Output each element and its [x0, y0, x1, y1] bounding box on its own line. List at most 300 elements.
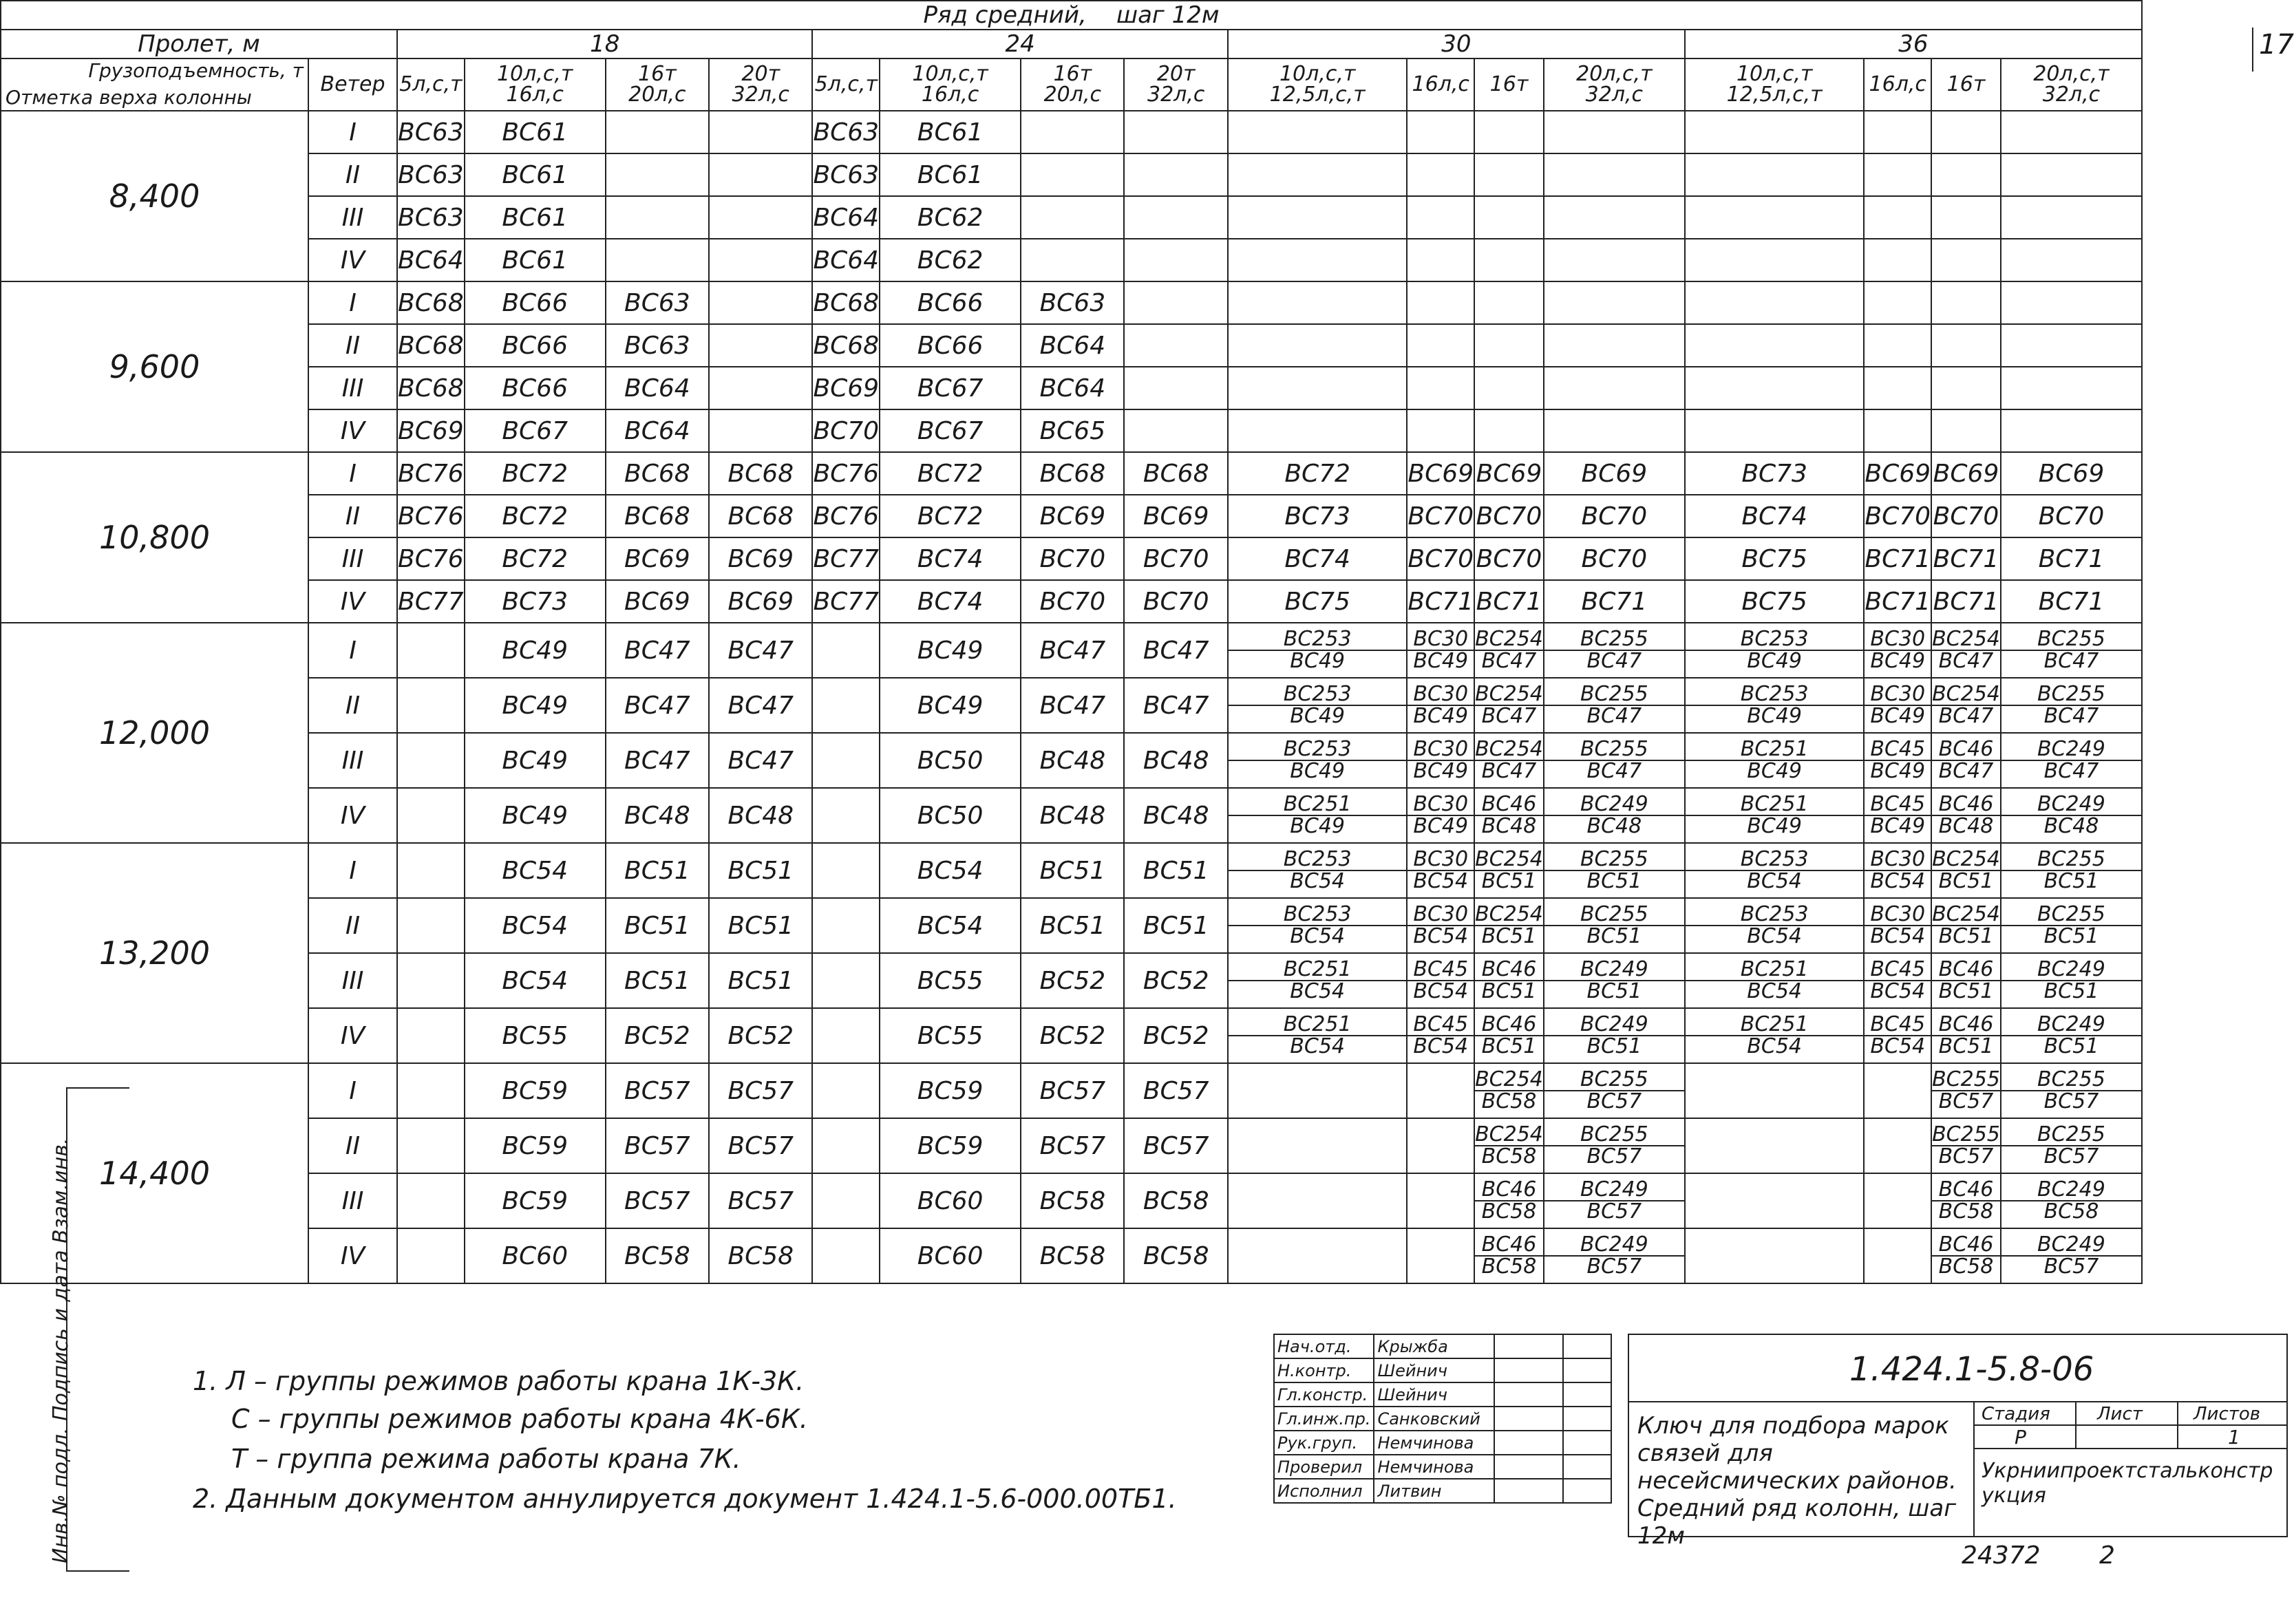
brace-mark-cell — [709, 111, 812, 153]
brace-mark-cell: ВС75 — [1685, 537, 1865, 580]
brace-mark-cell: ВС55 — [465, 1008, 606, 1063]
brace-mark-cell — [1931, 196, 2001, 239]
brace-mark-cell: ВС68 — [397, 324, 465, 367]
brace-mark-cell: ВС255 ВС47 — [1544, 678, 1685, 733]
signature-role: Исполнил — [1274, 1479, 1374, 1503]
brace-mark-cell: ВС52 — [1021, 953, 1124, 1008]
brace-mark-cell: ВС71 — [1407, 580, 1474, 623]
brace-mark-cell: ВС255 ВС57 — [1544, 1063, 1685, 1118]
brace-mark-cell — [606, 153, 709, 196]
brace-mark-cell — [397, 1228, 465, 1283]
brace-mark-cell: ВС47 — [1124, 623, 1227, 678]
signature-role: Гл.инж.пр. — [1274, 1407, 1374, 1431]
brace-mark-cell — [1228, 1118, 1408, 1173]
brace-mark-cell: ВС73 — [465, 580, 606, 623]
brace-mark-cell: ВС52 — [1124, 953, 1227, 1008]
wind-region-cell: III — [308, 733, 397, 788]
brace-mark-cell: ВС30 ВС54 — [1407, 898, 1474, 953]
brace-mark-cell: ВС65 — [1021, 409, 1124, 452]
brace-mark-cell: ВС48 — [606, 788, 709, 843]
wind-region-cell: III — [308, 1173, 397, 1228]
capacity-column-header: 5л,с,т — [812, 58, 880, 111]
brace-mark-cell: ВС46 ВС47 — [1931, 733, 2001, 788]
brace-mark-cell — [1228, 324, 1408, 367]
table-row — [1, 953, 2142, 1008]
brace-mark-cell: ВС249 ВС51 — [2001, 953, 2142, 1008]
brace-mark-cell: ВС30 ВС49 — [1407, 623, 1474, 678]
signature-name: Крыжба — [1374, 1334, 1494, 1358]
brace-mark-cell: ВС254 ВС47 — [1474, 623, 1544, 678]
signature-role: Н.контр. — [1274, 1358, 1374, 1382]
signature-role: Проверил — [1274, 1455, 1374, 1479]
brace-mark-cell: ВС51 — [1124, 843, 1227, 898]
brace-mark-cell — [1864, 196, 1931, 239]
note-1c: Т – группа режима работы крана 7К. — [231, 1444, 741, 1474]
brace-mark-cell — [2001, 324, 2142, 367]
brace-mark-cell: ВС58 — [1021, 1173, 1124, 1228]
brace-mark-cell: ВС51 — [1124, 898, 1227, 953]
brace-mark-cell: ВС57 — [1021, 1063, 1124, 1118]
brace-mark-cell: ВС253 ВС54 — [1685, 843, 1865, 898]
brace-mark-cell: ВС76 — [812, 495, 880, 537]
brace-mark-cell — [1407, 196, 1474, 239]
brace-mark-cell: ВС48 — [1021, 788, 1124, 843]
elevation-cell: 14,400 — [1, 1063, 308, 1283]
brace-mark-cell: ВС251 ВС49 — [1228, 788, 1408, 843]
wind-region-cell: IV — [308, 239, 397, 281]
signature-mark — [1494, 1431, 1563, 1455]
brace-mark-cell: ВС71 — [1864, 537, 1931, 580]
brace-mark-cell — [1864, 281, 1931, 324]
brace-mark-cell: ВС62 — [880, 239, 1021, 281]
brace-mark-cell: ВС67 — [880, 367, 1021, 409]
table-row — [1, 196, 2142, 239]
brace-mark-cell: ВС70 — [1124, 537, 1227, 580]
brace-mark-cell: ВС60 — [465, 1228, 606, 1283]
wind-region-cell: III — [308, 367, 397, 409]
brace-mark-cell: ВС45 ВС54 — [1407, 953, 1474, 1008]
table-row — [1, 1173, 2142, 1228]
brace-mark-cell — [1864, 367, 1931, 409]
brace-mark-cell: ВС59 — [465, 1118, 606, 1173]
brace-mark-cell: ВС47 — [709, 623, 812, 678]
brace-mark-cell — [812, 953, 880, 1008]
brace-mark-cell — [397, 623, 465, 678]
brace-mark-cell — [1544, 409, 1685, 452]
brace-mark-cell: ВС254 ВС51 — [1474, 843, 1544, 898]
brace-mark-cell: ВС254 ВС47 — [1474, 678, 1544, 733]
signature-mark — [1494, 1358, 1563, 1382]
brace-mark-cell: ВС68 — [397, 281, 465, 324]
capacity-column-header: 16т — [1474, 58, 1544, 111]
brace-mark-cell: ВС74 — [880, 537, 1021, 580]
brace-mark-cell: ВС69 — [606, 537, 709, 580]
elevation-cell: 9,600 — [1, 281, 308, 452]
capacity-column-header: 10л,с,т 12,5л,с,т — [1685, 58, 1865, 111]
note-2: 2. Данным документом аннулируется документ 1.424.1-5.6-000.00ТБ1. — [193, 1484, 1177, 1514]
capacity-column-header: 5л,с,т — [397, 58, 465, 111]
brace-mark-cell — [709, 153, 812, 196]
brace-mark-cell: ВС251 ВС54 — [1685, 953, 1865, 1008]
brace-mark-cell: ВС72 — [880, 452, 1021, 495]
brace-mark-cell — [1407, 324, 1474, 367]
brace-mark-cell: ВС54 — [465, 953, 606, 1008]
wind-region-cell: III — [308, 953, 397, 1008]
brace-mark-cell — [1407, 409, 1474, 452]
wind-region-cell: I — [308, 1063, 397, 1118]
brace-mark-cell: ВС55 — [880, 1008, 1021, 1063]
brace-mark-cell: ВС249 ВС48 — [1544, 788, 1685, 843]
span-24: 24 — [812, 30, 1227, 58]
signature-date — [1563, 1407, 1611, 1431]
brace-mark-cell: ВС51 — [1021, 843, 1124, 898]
wind-region-cell: II — [308, 1118, 397, 1173]
signature-name: Шейнич — [1374, 1358, 1494, 1382]
table-row — [1, 1063, 2142, 1118]
brace-mark-cell — [1124, 196, 1227, 239]
brace-mark-cell — [1685, 111, 1865, 153]
brace-mark-cell — [1544, 281, 1685, 324]
brace-mark-cell: ВС255 ВС51 — [2001, 843, 2142, 898]
wind-region-cell: I — [308, 281, 397, 324]
table-row — [1, 788, 2142, 843]
wind-region-cell: IV — [308, 580, 397, 623]
wind-region-cell: II — [308, 153, 397, 196]
signature-date — [1563, 1479, 1611, 1503]
elevation-cell: 8,400 — [1, 111, 308, 281]
brace-mark-cell: ВС74 — [1228, 537, 1408, 580]
brace-mark-cell: ВС69 — [1474, 452, 1544, 495]
span-18: 18 — [397, 30, 812, 58]
brace-mark-cell — [812, 1118, 880, 1173]
brace-mark-cell: ВС57 — [709, 1173, 812, 1228]
brace-mark-cell — [1124, 409, 1227, 452]
corner-header — [1, 58, 308, 111]
brace-mark-cell — [812, 788, 880, 843]
brace-mark-cell: ВС70 — [1021, 580, 1124, 623]
wind-region-cell: II — [308, 495, 397, 537]
capacity-column-header: 20л,с,т 32л,с — [2001, 58, 2142, 111]
brace-mark-cell — [812, 1063, 880, 1118]
brace-mark-cell — [397, 678, 465, 733]
brace-mark-cell: ВС249 ВС58 — [2001, 1173, 2142, 1228]
brace-mark-cell: ВС249 ВС48 — [2001, 788, 2142, 843]
capacity-column-header: 20т 32л,с — [709, 58, 812, 111]
table-row — [1, 843, 2142, 898]
brace-mark-cell: ВС255 ВС47 — [1544, 623, 1685, 678]
brace-mark-cell: ВС50 — [880, 788, 1021, 843]
brace-mark-cell — [1931, 324, 2001, 367]
capacity-column-header: 20л,с,т 32л,с — [1544, 58, 1685, 111]
brace-mark-cell — [1474, 196, 1544, 239]
brace-mark-cell: ВС51 — [709, 953, 812, 1008]
brace-mark-cell: ВС59 — [465, 1063, 606, 1118]
brace-mark-cell: ВС253 ВС49 — [1685, 678, 1865, 733]
brace-mark-cell — [397, 788, 465, 843]
brace-mark-cell — [1474, 153, 1544, 196]
elevation-cell: 10,800 — [1, 452, 308, 623]
wind-region-cell: III — [308, 196, 397, 239]
brace-mark-cell — [1685, 409, 1865, 452]
capacity-column-header: 20т 32л,с — [1124, 58, 1227, 111]
sheets-value: 1 — [2228, 1426, 2240, 1449]
elevation-label: Отметка верха колонны — [6, 86, 252, 109]
capacity-column-header: 16л,с — [1864, 58, 1931, 111]
brace-mark-cell: ВС52 — [709, 1008, 812, 1063]
brace-mark-cell — [2001, 153, 2142, 196]
brace-mark-cell: ВС51 — [606, 898, 709, 953]
brace-mark-cell — [812, 898, 880, 953]
brace-mark-cell: ВС253 ВС54 — [1685, 898, 1865, 953]
signature-name: Немчинова — [1374, 1455, 1494, 1479]
brace-mark-cell: ВС51 — [606, 843, 709, 898]
brace-mark-cell — [812, 1228, 880, 1283]
brace-mark-cell — [1931, 239, 2001, 281]
table-row — [1, 678, 2142, 733]
brace-mark-cell — [1544, 153, 1685, 196]
brace-mark-cell: ВС249 ВС57 — [2001, 1228, 2142, 1283]
brace-mark-cell — [1685, 196, 1865, 239]
brace-mark-cell — [2001, 409, 2142, 452]
table-row — [1, 733, 2142, 788]
brace-mark-cell — [1685, 367, 1865, 409]
signature-date — [1563, 1382, 1611, 1407]
brace-mark-cell: ВС70 — [2001, 495, 2142, 537]
signature-mark — [1494, 1382, 1563, 1407]
span-label: Пролет, м — [1, 30, 397, 58]
brace-mark-cell: ВС49 — [465, 678, 606, 733]
signature-role: Нач.отд. — [1274, 1334, 1374, 1358]
brace-mark-cell: ВС45 ВС54 — [1864, 1008, 1931, 1063]
brace-mark-cell — [397, 1173, 465, 1228]
brace-mark-cell: ВС69 — [2001, 452, 2142, 495]
brace-mark-cell — [1685, 281, 1865, 324]
brace-mark-cell — [1544, 324, 1685, 367]
brace-mark-cell: ВС57 — [709, 1118, 812, 1173]
brace-mark-cell — [1685, 1063, 1865, 1118]
brace-mark-cell: ВС48 — [709, 788, 812, 843]
brace-mark-cell — [1685, 239, 1865, 281]
wind-region-cell: I — [308, 843, 397, 898]
brace-mark-cell — [1931, 111, 2001, 153]
brace-mark-cell — [1544, 196, 1685, 239]
brace-mark-cell: ВС66 — [880, 281, 1021, 324]
wind-region-cell: III — [308, 537, 397, 580]
brace-mark-cell — [709, 324, 812, 367]
brace-mark-cell: ВС71 — [1544, 580, 1685, 623]
brace-mark-cell — [1685, 324, 1865, 367]
brace-mark-cell: ВС249 ВС57 — [1544, 1173, 1685, 1228]
brace-mark-cell: ВС68 — [1124, 452, 1227, 495]
brace-mark-cell: ВС253 ВС49 — [1228, 623, 1408, 678]
brace-mark-cell: ВС251 ВС49 — [1685, 788, 1865, 843]
brace-mark-cell: ВС30 ВС54 — [1864, 898, 1931, 953]
brace-mark-cell: ВС69 — [1124, 495, 1227, 537]
brace-mark-cell: ВС51 — [1021, 898, 1124, 953]
brace-mark-cell — [1021, 153, 1124, 196]
brace-mark-cell — [1228, 1063, 1408, 1118]
brace-mark-cell: ВС68 — [709, 495, 812, 537]
brace-mark-cell: ВС61 — [880, 153, 1021, 196]
brace-mark-cell: ВС77 — [812, 537, 880, 580]
brace-mark-cell: ВС70 — [1124, 580, 1227, 623]
table-row — [1, 367, 2142, 409]
brace-mark-cell — [1685, 1118, 1865, 1173]
brace-mark-cell: ВС60 — [880, 1228, 1021, 1283]
brace-mark-cell: ВС58 — [1124, 1228, 1227, 1283]
capacity-column-header: 16т 20л,с — [606, 58, 709, 111]
brace-mark-cell — [812, 623, 880, 678]
brace-mark-cell: ВС253 ВС49 — [1228, 733, 1408, 788]
brace-mark-cell: ВС49 — [465, 788, 606, 843]
brace-mark-cell: ВС63 — [1021, 281, 1124, 324]
signature-name: Немчинова — [1374, 1431, 1494, 1455]
brace-mark-cell: ВС72 — [465, 452, 606, 495]
brace-mark-cell: ВС63 — [397, 196, 465, 239]
brace-mark-cell: ВС64 — [1021, 367, 1124, 409]
brace-mark-cell — [1407, 239, 1474, 281]
brace-mark-cell: ВС67 — [880, 409, 1021, 452]
brace-mark-cell: ВС255 ВС47 — [2001, 623, 2142, 678]
brace-mark-cell — [709, 409, 812, 452]
brace-mark-cell: ВС46 ВС58 — [1931, 1173, 2001, 1228]
wind-region-cell: I — [308, 452, 397, 495]
brace-mark-cell: ВС55 — [880, 953, 1021, 1008]
brace-mark-cell — [709, 367, 812, 409]
brace-mark-cell: ВС46 ВС48 — [1474, 788, 1544, 843]
brace-mark-cell: ВС255 ВС57 — [2001, 1063, 2142, 1118]
format-number: 2 — [2099, 1541, 2115, 1570]
brace-mark-cell: ВС71 — [2001, 537, 2142, 580]
brace-mark-cell: ВС62 — [880, 196, 1021, 239]
brace-mark-cell: ВС64 — [606, 409, 709, 452]
brace-mark-cell: ВС255 ВС57 — [1931, 1118, 2001, 1173]
brace-mark-cell: ВС66 — [465, 324, 606, 367]
capacity-column-header: 10л,с,т 16л,с — [465, 58, 606, 111]
brace-mark-cell: ВС49 — [465, 733, 606, 788]
capacity-column-header: 10л,с,т 16л,с — [880, 58, 1021, 111]
brace-mark-cell — [1021, 239, 1124, 281]
capacity-column-header: 16т 20л,с — [1021, 58, 1124, 111]
brace-mark-cell: ВС68 — [606, 495, 709, 537]
stage-value: Р — [2015, 1426, 2026, 1449]
brace-mark-cell — [1228, 409, 1408, 452]
brace-mark-cell: ВС68 — [812, 324, 880, 367]
brace-mark-cell — [1407, 367, 1474, 409]
brace-mark-cell: ВС59 — [880, 1063, 1021, 1118]
brace-mark-cell: ВС70 — [1407, 495, 1474, 537]
brace-mark-cell: ВС30 ВС49 — [1864, 678, 1931, 733]
brace-mark-cell: ВС76 — [397, 537, 465, 580]
wind-region-cell: II — [308, 898, 397, 953]
brace-mark-cell — [1685, 1228, 1865, 1283]
brace-mark-cell: ВС46 ВС58 — [1931, 1228, 2001, 1283]
brace-mark-cell: ВС46 ВС51 — [1474, 953, 1544, 1008]
signature-date — [1563, 1358, 1611, 1382]
brace-mark-cell: ВС72 — [465, 537, 606, 580]
brace-mark-cell: ВС253 ВС49 — [1228, 678, 1408, 733]
brace-mark-cell: ВС57 — [606, 1173, 709, 1228]
brace-mark-cell: ВС52 — [1124, 1008, 1227, 1063]
brace-mark-cell — [1864, 1173, 1931, 1228]
brace-mark-cell: ВС30 ВС49 — [1407, 788, 1474, 843]
brace-mark-cell: ВС64 — [812, 239, 880, 281]
brace-mark-cell — [1228, 281, 1408, 324]
brace-mark-cell: ВС70 — [812, 409, 880, 452]
wind-region-cell: IV — [308, 1008, 397, 1063]
brace-mark-cell: ВС255 ВС51 — [2001, 898, 2142, 953]
brace-mark-cell: ВС76 — [397, 452, 465, 495]
brace-mark-cell — [397, 733, 465, 788]
brace-mark-cell: ВС72 — [1228, 452, 1408, 495]
brace-mark-cell — [1407, 1118, 1474, 1173]
brace-mark-cell: ВС57 — [606, 1063, 709, 1118]
doc-title: Ключ для подбора марок связей для несейсмических районов. Средний ряд колонн, шаг 12м — [1637, 1412, 1957, 1550]
brace-mark-cell: ВС47 — [1021, 678, 1124, 733]
brace-mark-cell — [606, 111, 709, 153]
brace-mark-cell: ВС49 — [880, 623, 1021, 678]
brace-mark-cell: ВС60 — [880, 1173, 1021, 1228]
brace-mark-cell: ВС59 — [465, 1173, 606, 1228]
brace-mark-cell: ВС249 ВС51 — [1544, 953, 1685, 1008]
brace-mark-cell: ВС45 ВС54 — [1864, 953, 1931, 1008]
brace-mark-cell: ВС70 — [1474, 495, 1544, 537]
brace-mark-cell — [1124, 153, 1227, 196]
brace-mark-cell: ВС63 — [812, 111, 880, 153]
brace-mark-cell: ВС251 ВС49 — [1685, 733, 1865, 788]
brace-mark-cell: ВС71 — [2001, 580, 2142, 623]
signature-date — [1563, 1334, 1611, 1358]
sheets-header: Листов — [2194, 1404, 2261, 1424]
wind-region-cell: II — [308, 324, 397, 367]
brace-mark-cell: ВС47 — [709, 733, 812, 788]
brace-mark-cell: ВС68 — [709, 452, 812, 495]
brace-mark-cell — [1474, 409, 1544, 452]
signature-name: Шейнич — [1374, 1382, 1494, 1407]
brace-mark-cell: ВС66 — [465, 367, 606, 409]
brace-mark-cell: ВС66 — [880, 324, 1021, 367]
brace-mark-cell: ВС254 ВС47 — [1931, 678, 2001, 733]
brace-mark-cell: ВС73 — [1685, 452, 1865, 495]
brace-mark-cell: ВС253 ВС49 — [1685, 623, 1865, 678]
table-row — [1, 1008, 2142, 1063]
brace-mark-cell — [1124, 367, 1227, 409]
brace-mark-cell — [1544, 111, 1685, 153]
table-row — [1, 239, 2142, 281]
brace-mark-cell: ВС57 — [1021, 1118, 1124, 1173]
brace-mark-cell: ВС46 ВС51 — [1931, 1008, 2001, 1063]
brace-mark-cell: ВС69 — [812, 367, 880, 409]
brace-mark-cell — [1864, 409, 1931, 452]
brace-mark-cell: ВС58 — [1021, 1228, 1124, 1283]
brace-mark-cell — [1228, 153, 1408, 196]
elevation-cell: 12,000 — [1, 623, 308, 843]
brace-mark-cell: ВС69 — [1931, 452, 2001, 495]
brace-mark-cell: ВС30 ВС49 — [1407, 733, 1474, 788]
brace-mark-cell: ВС74 — [880, 580, 1021, 623]
brace-mark-cell: ВС63 — [606, 281, 709, 324]
signature-date — [1563, 1431, 1611, 1455]
table-row — [1, 537, 2142, 580]
brace-mark-cell: ВС52 — [606, 1008, 709, 1063]
brace-mark-cell: ВС61 — [465, 111, 606, 153]
brace-mark-cell: ВС249 ВС47 — [2001, 733, 2142, 788]
brace-mark-cell: ВС69 — [709, 580, 812, 623]
brace-mark-cell — [1864, 1228, 1931, 1283]
brace-mark-cell: ВС47 — [1124, 678, 1227, 733]
brace-mark-cell: ВС61 — [465, 239, 606, 281]
signature-name: Санковский — [1374, 1407, 1494, 1431]
